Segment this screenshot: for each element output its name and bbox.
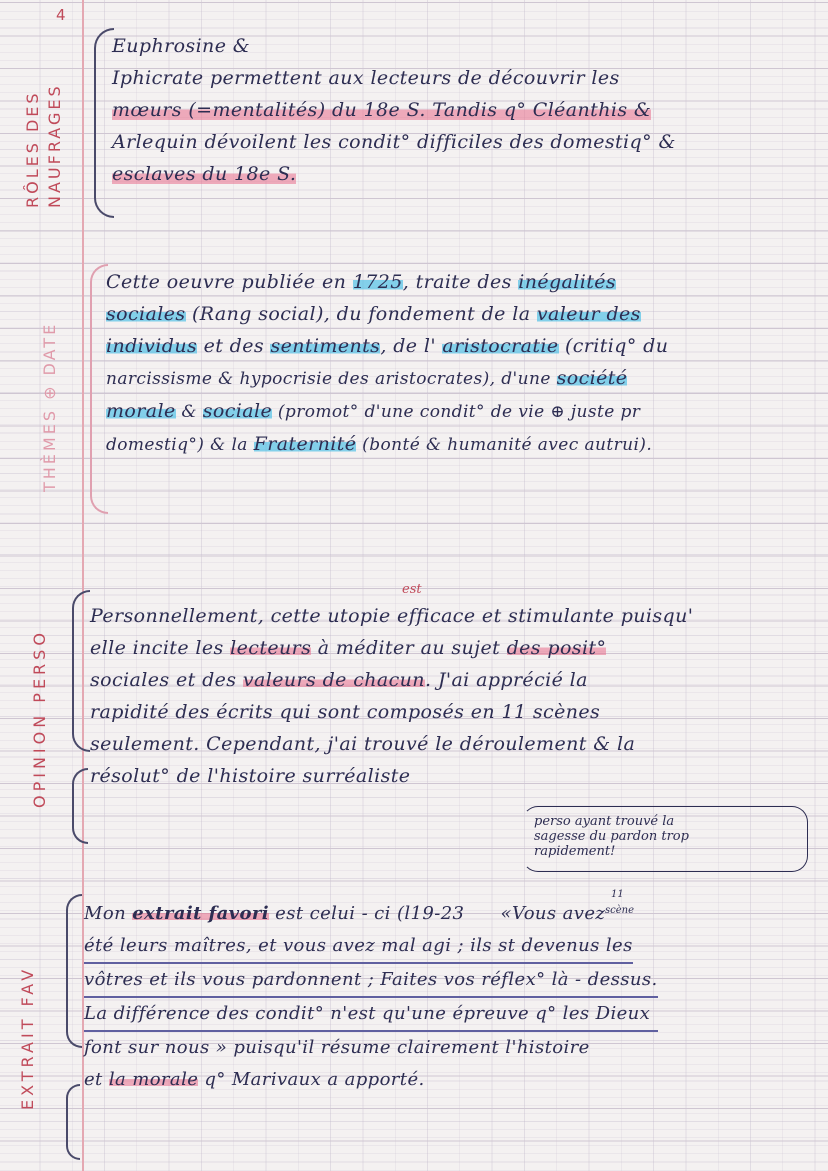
opinion-text: [90, 600, 693, 792]
opinion-line-5: seulement. Cependant, j'ai trouvé le déroulement & la: [90, 733, 636, 755]
opinion-text-segment: elle incite les: [90, 637, 231, 659]
themes-keyword-morale: morale: [106, 400, 176, 422]
opinion-line-6: résolut° de l'histoire surréaliste: [90, 765, 411, 787]
brace-opinion-bottom: [72, 768, 88, 844]
extrait-text-segment: et: [84, 1069, 109, 1090]
extrait-line-4: La différence des condit° n'est qu'une épreuve q° les Dieux: [84, 998, 658, 1032]
opinion-line-1: Personnellement, cette utopie efficace et stimulante puisqu': [90, 605, 694, 627]
themes-text-segment: (bonté & humanité avec autrui).: [356, 435, 653, 455]
themes-keyword-sociales: sociales: [106, 303, 186, 325]
themes-keyword-valeur: valeur des: [536, 303, 641, 325]
opinion-line-4: rapidité des écrits qui sont composés en 11 scènes: [90, 701, 601, 723]
themes-date: 1725: [352, 271, 403, 293]
themes-line-4: [106, 362, 668, 395]
opinion-text-segment: . J'ai apprécié la: [424, 669, 588, 691]
themes-line-6: [106, 428, 668, 461]
themes-text-segment: &: [175, 402, 203, 422]
themes-text: [106, 266, 668, 461]
extrait-text: [84, 898, 658, 1096]
extrait-line-2: été leurs maîtres, et vous avez mal agi ; ils st devenus les: [84, 930, 633, 964]
extrait-line-5: font sur nous » puisqu'il résume clairement l'histoire: [84, 1037, 590, 1058]
label-themes: THÈMES ⊕ DATE: [40, 321, 59, 492]
opinion-line-3: [90, 664, 693, 696]
opinion-keyword-valeurs: valeurs de chacun: [242, 669, 425, 691]
opinion-keyword-lecteurs: lecteurs: [230, 637, 312, 659]
themes-text-segment: et des: [197, 335, 271, 357]
themes-keyword-aristocratie: aristocratie: [442, 335, 559, 357]
opinion-note-line-1: perso ayant trouvé la: [534, 814, 675, 829]
themes-text-segment: , de l': [380, 335, 443, 357]
extrait-keyword-morale: la morale: [108, 1069, 199, 1090]
themes-keyword-fraternite: Fraternité: [253, 433, 357, 455]
extrait-line-1: [84, 898, 658, 930]
label-extrait: EXTRAIT FAV: [18, 965, 37, 1110]
themes-line-1: [106, 266, 668, 298]
extrait-quote-start: «Vous avez: [500, 903, 606, 924]
extrait-line-3: vôtres et ils vous pardonnent ; Faites vos réflex° là - dessus.: [84, 964, 658, 998]
roles-line-1: Euphrosine &: [112, 35, 251, 57]
themes-text-segment: , traite des: [402, 271, 519, 293]
opinion-note-line-3: rapidement!: [534, 844, 616, 859]
themes-keyword-sentiments: sentiments: [270, 335, 381, 357]
extrait-ref-small: 11: [611, 889, 624, 900]
opinion-note-line-2: sagesse du pardon trop: [534, 829, 689, 844]
extrait-text-segment: est celui - ci (l19-23: [269, 903, 471, 924]
themes-keyword-societe: société: [556, 367, 628, 389]
themes-text-segment: (Rang social), du fondement de la: [185, 303, 537, 325]
roles-line-5: esclaves du 18e S.: [112, 158, 296, 190]
opinion-text-segment: sociales et des: [90, 669, 243, 691]
opinion-keyword-positions: des posit°: [506, 637, 607, 659]
opinion-text-segment: à méditer au sujet: [311, 637, 507, 659]
roles-line-4: Arlequin dévoilent les condit° difficiles des domestiq° &: [112, 131, 676, 153]
themes-line-5: [106, 395, 668, 428]
brace-roles: [94, 28, 114, 218]
themes-text-segment: domestiq°) & la: [106, 435, 254, 455]
opinion-note: [534, 814, 689, 859]
themes-text-segment: (promot° d'une condit° de vie ⊕ juste pr: [272, 402, 641, 422]
themes-text-segment: narcissisme & hypocrisie des aristocrates), d'une: [106, 369, 557, 389]
brace-extrait-bottom: [66, 1084, 80, 1160]
opinion-insert-est: est: [402, 582, 422, 597]
opinion-line-2: [90, 632, 693, 664]
themes-text-segment: (critiq° du: [558, 335, 669, 357]
extrait-keyword-favori: extrait favori: [132, 903, 270, 924]
label-opinion: OPINION PERSO: [30, 629, 49, 808]
extrait-text-segment: q° Marivaux a apporté.: [198, 1069, 425, 1090]
themes-keyword-sociale: sociale: [202, 400, 273, 422]
brace-extrait-top: [66, 894, 82, 1048]
themes-line-2: [106, 298, 668, 330]
extrait-line-6: [84, 1064, 658, 1096]
roles-line-3: mœurs (=mentalités) du 18e S. Tandis q° Cléanthis &: [112, 94, 651, 126]
brace-opinion-top: [72, 590, 90, 752]
label-roles-suffix: 4: [56, 6, 69, 24]
themes-keyword-inegalites: inégalités: [518, 271, 617, 293]
roles-line-2: Iphicrate permettent aux lecteurs de découvrir les: [112, 67, 620, 89]
themes-text-segment: Cette oeuvre publiée en: [106, 271, 353, 293]
themes-line-3: [106, 330, 668, 362]
roles-text: [112, 30, 676, 190]
extrait-ref-tiny: scène: [605, 905, 635, 916]
themes-keyword-individus: individus: [106, 335, 198, 357]
label-roles: RÔLES DES NAUFRAGES: [23, 83, 64, 208]
extrait-text-segment: Mon: [84, 903, 133, 924]
